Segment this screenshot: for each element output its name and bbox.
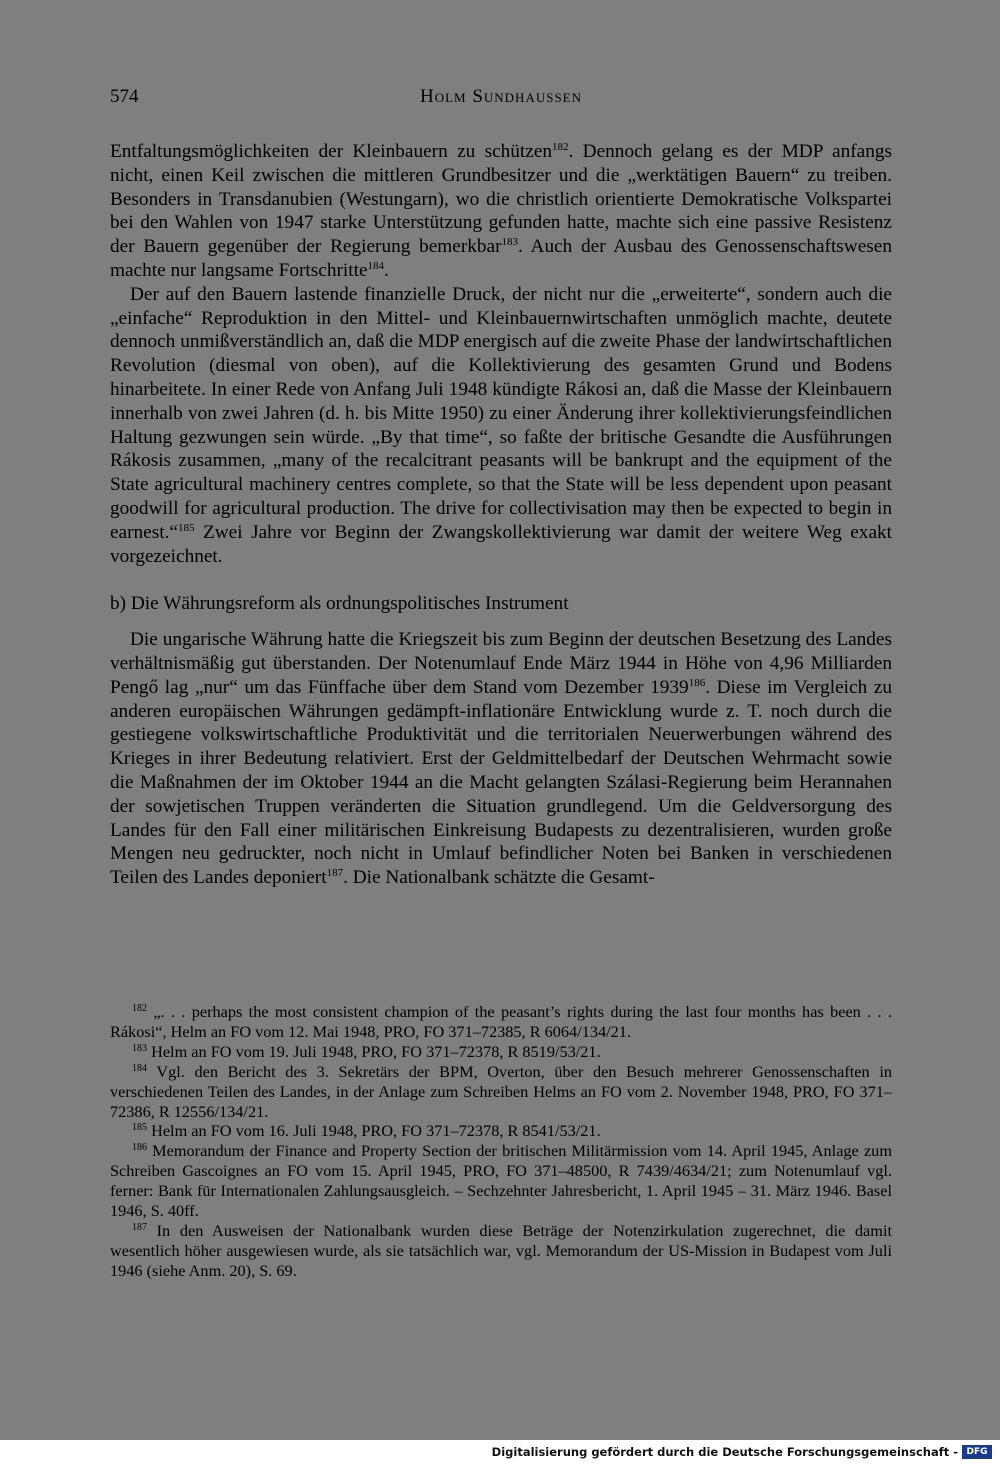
footnotes [110,1002,892,1281]
footnote-number: 184 [132,1062,147,1074]
running-head: Holm Sundhaussen [419,86,583,107]
paragraph [110,628,892,890]
footnote-text: Helm an FO vom 19. Juli 1948, PRO, FO 371–72378, R 8519/53/21. [147,1041,601,1061]
text-run: . Diese im Vergleich zu anderen europäischen Währungen gedämpft-inflationäre Entwicklung wurde z. T. noch durch die gestiegene volkswirtschaftliche Produktivität und die territorialen Neuerwerbungen während des Krieges in ihrer Bedeutung relativiert. Erst der Geldmittelbedarf der Deutschen Wehrmacht sowie die Maßnahmen der im Oktober 1944 an die Macht gelangten Szálasi-Regierung beim Herannahen der sowjetischen Truppen veränderten die Situation grundlegend. Um die Geldversorgung des Landes für den Fall einer militärischen Einkreisung Budapests zu dezentralisieren, wurden große Mengen neu gedruckter, noch nicht in Umlauf befindlicher Noten bei Banken in verschiedenen Teilen des Landes deponiert [110,676,893,889]
footnote-text: In den Ausweisen der Nationalbank wurden diese Beträge der Notenzirkulation zugerechnet, die damit wesentlich höher ausgewiesen wurde, als sie tatsächlich war, vgl. Memorandum der US-Mission in Budapest vom Juli 1946 (siehe Anm. 20), S. 69. [110,1220,892,1280]
text-run: . [384,259,389,281]
footnote-number: 186 [132,1142,147,1154]
paragraph [110,140,892,283]
footnote-ref[interactable]: 183 [501,236,519,249]
footnote-text: Vgl. den Bericht des 3. Sekretärs der BPM, Overton, über den Besuch mehrerer Genossenschaften in verschiedenen Teilen des Landes, in der Anlage zum Schreiben Helms an FO vom 2. November 1948, PRO, FO 371–72386, R 12556/134/21. [110,1061,892,1121]
footnote-text: Memorandum der Finance and Property Section der britischen Militärmission vom 14. April 1945, Anlage zum Schreiben Gascoignes an FO vom 15. April 1945, PRO, FO 371–48500, R 7439/4634/21; zum Notenumlauf vgl. ferner: Bank für Internationalen Zahlungsausgleich. – Sechzehnter Jahresbericht, 1. April 1945 – 31. März 1946. Basel 1946, S. 40ff. [110,1141,892,1221]
footnote-number: 183 [132,1042,147,1054]
text-run: Zwei Jahre vor Beginn der Zwangskollektivierung war damit der weitere Weg exakt vorgezeichnet. [110,521,892,567]
text-run: . Dennoch gelang es der MDP anfangs nicht, einen Keil zwischen die mittleren Grundbesitzer und die „werktätigen Bauern“ zu treiben. Besonders in Transdanubien (Westungarn), wo die christlich orientierte Demokratische Volkspartei bei den Wahlen von 1947 starke Unterstützung gefunden hatte, machte sich eine passive Resistenz der Bauern gegenüber der Regierung bemerkbar [110,141,892,258]
footnote-text: „. . . perhaps the most consistent champion of the peasant’s rights during the last four months has been . . . Rákosi“, Helm an FO vom 12. Mai 1948, PRO, FO 371–72385, R 6064/134/21. [110,1002,892,1041]
footnote-ref[interactable]: 182 [552,141,569,153]
footnote-number: 182 [132,1003,147,1014]
text-run: Entfaltungsmöglichkeiten der Kleinbauern zu schützen [110,141,553,162]
credit-text: Digitalisierung gefördert durch die Deutsche Forschungsgemeinschaft - [491,1445,958,1459]
section-heading: b) Die Währungsreform als ordnungspolitisches Instrument [110,593,569,615]
footnote [110,1002,892,1042]
text-run: . Die Nationalbank schätzte die Gesamt- [343,867,655,889]
paragraph-block [110,140,892,568]
page-number: 574 [110,86,139,107]
footnote [110,1042,892,1062]
text-run: Die ungarische Währung hatte die Kriegszeit bis zum Beginn der deutschen Besetzung des Landes verhältnismäßig gut überstanden. Der Notenumlauf Ende März 1944 in Höhe von 4,96 Milliarden Pengő lag „nur“ um das Fünffache über dem Stand vom Dezember 1939 [110,629,892,698]
footnote [110,1141,892,1221]
digitization-credit-bar [0,1440,1000,1464]
footnote-ref[interactable]: 185 [177,521,195,534]
footnote-number: 185 [132,1122,147,1134]
footnote-ref[interactable]: 184 [367,259,385,272]
dfg-logo-icon: DFG [962,1445,992,1459]
text-run: Der auf den Bauern lastende finanzielle Druck, der nicht nur die „erweiterte“, sondern auch die „einfache“ Reproduktion in den Mittel- und Kleinbauernwirtschaften unmöglich machte, deutete dennoch unmißverständlich an, daß die MDP energisch auf die zweite Phase der landwirtschaftlichen Revolution (diesmal von oben), auf die Kollektivierung des gesamten Grund und Bodens hinarbeitete. In einer Rede von Anfang Juli 1948 kündigte Rákosi an, daß die Masse der Kleinbauern innerhalb von zwei Jahren (d. h. bis Mitte 1950) zu einer Änderung ihrer kollektivierungsfeindlichen Haltung gezwungen sein würde. „By that time“, so faßte der britische Gesandte die Ausführungen Rákosis zusammen, „many of the recalcitrant peasants will be bankrupt and the equipment of the State agricultural machinery centres complete, so that the State will be less dependent upon peasant goodwill for agricultural production. The drive for collectivisation may then be expected to begin in earnest.“ [110,283,892,543]
paragraph [110,283,892,569]
footnote-ref[interactable]: 187 [326,867,344,880]
dfg-credit [492,1444,992,1460]
footnote-ref[interactable]: 186 [688,676,706,689]
footnote [110,1221,892,1281]
footnote [110,1121,892,1141]
paragraph-block [110,628,892,890]
body-text [110,140,892,890]
footnote-number: 187 [132,1221,147,1233]
footnote-text: Helm an FO vom 16. Juli 1948, PRO, FO 371–72378, R 8541/53/21. [147,1121,601,1141]
footnote [110,1062,892,1122]
page-header [110,86,892,112]
text-run: . Auch der Ausbau des Genossenschaftswesen machte nur langsame Fortschritte [110,236,892,281]
